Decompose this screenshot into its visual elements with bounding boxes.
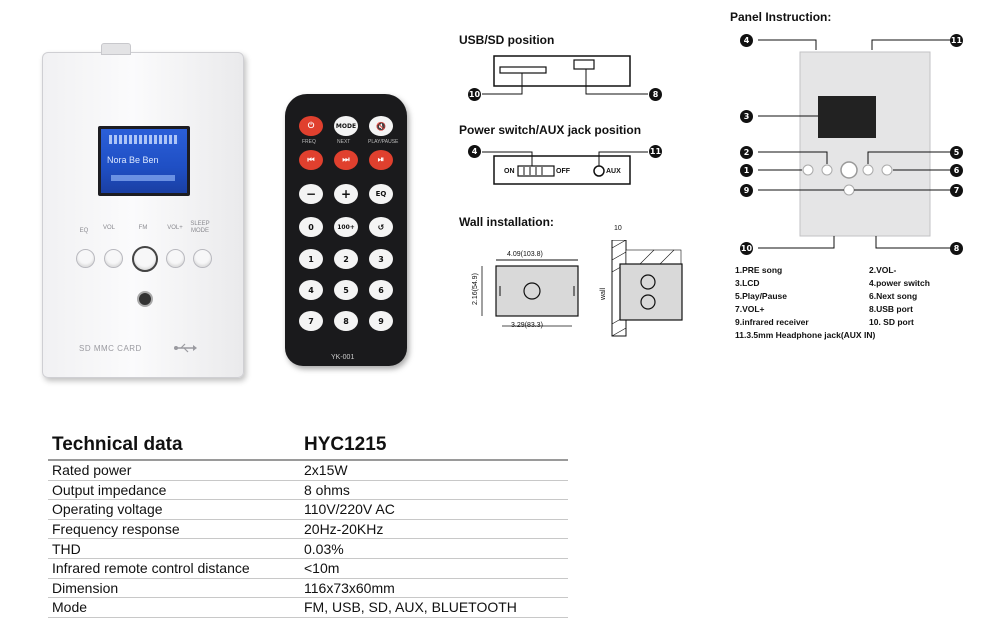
callout-8: 8 bbox=[950, 242, 963, 255]
legend-item: 1.PRE song bbox=[735, 265, 783, 275]
remote-digit-button[interactable]: 9 bbox=[369, 311, 393, 331]
remote-caption: NEXT bbox=[337, 139, 351, 145]
remote-model: YK-001 bbox=[331, 354, 355, 361]
table-row bbox=[48, 558, 568, 578]
remote-mode-button[interactable]: MODE bbox=[334, 116, 358, 136]
eq-button[interactable] bbox=[76, 249, 95, 268]
table-header-cell: Technical data bbox=[48, 432, 300, 460]
gap-dimension: 10 bbox=[614, 225, 622, 232]
callout-4: 4 bbox=[468, 145, 481, 158]
device-label: EQ bbox=[79, 228, 89, 234]
callout-3: 3 bbox=[740, 110, 753, 123]
table-row bbox=[48, 460, 568, 480]
spec-value: 8 ohms bbox=[300, 480, 568, 500]
height-dimension: 2.16(54.9) bbox=[472, 273, 479, 305]
remote-digit-button[interactable]: 6 bbox=[369, 280, 393, 300]
device-photo bbox=[42, 52, 244, 378]
table-row bbox=[48, 598, 568, 618]
remote-return-button[interactable]: ↺ bbox=[369, 217, 393, 237]
legend-item: 8.USB port bbox=[869, 304, 913, 314]
remote-caption: FREQ bbox=[302, 139, 316, 145]
infrared-receiver-icon bbox=[137, 291, 153, 307]
remote-vol-up-button[interactable]: + bbox=[334, 184, 358, 204]
table-row bbox=[48, 519, 568, 539]
callout-10: 10 bbox=[468, 90, 481, 99]
callout-5: 5 bbox=[950, 146, 963, 159]
sd-card-label: SD MMC CARD bbox=[79, 344, 142, 353]
callout-4: 4 bbox=[740, 34, 753, 47]
remote-vol-down-button[interactable]: − bbox=[299, 184, 323, 204]
spec-name: Mode bbox=[48, 598, 300, 618]
panel-instruction-title: Panel Instruction: bbox=[730, 10, 832, 24]
lcd-text: Nora Be Ben bbox=[107, 155, 159, 165]
usb-icon bbox=[173, 343, 197, 353]
spec-value: 0.03% bbox=[300, 539, 568, 559]
depth-dimension: 3.29(83.3) bbox=[511, 322, 543, 329]
spec-value: 2x15W bbox=[300, 460, 568, 480]
panel-diagram bbox=[740, 30, 970, 260]
spec-name: Operating voltage bbox=[48, 500, 300, 520]
aux-label: AUX bbox=[606, 168, 621, 175]
remote-eq-button[interactable]: EQ bbox=[369, 184, 393, 204]
spec-name: THD bbox=[48, 539, 300, 559]
legend-item: 11.3.5mm Headphone jack(AUX IN) bbox=[735, 330, 876, 340]
legend-item: 10. SD port bbox=[869, 317, 914, 327]
table-header-cell: HYC1215 bbox=[300, 432, 568, 460]
wall-label: wall bbox=[600, 287, 607, 300]
vol-down-button[interactable] bbox=[104, 249, 123, 268]
spec-name: Infrared remote control distance bbox=[48, 558, 300, 578]
device-label: VOL bbox=[102, 225, 115, 231]
spec-name: Dimension bbox=[48, 578, 300, 598]
remote-power-button[interactable]: ⏻ bbox=[299, 116, 323, 136]
usb-sd-title: USB/SD position bbox=[459, 33, 555, 47]
legend-item: 4.power switch bbox=[869, 278, 930, 288]
callout-2: 2 bbox=[740, 146, 753, 159]
power-aux-title: Power switch/AUX jack position bbox=[459, 123, 642, 137]
spec-value: 116x73x60mm bbox=[300, 578, 568, 598]
remote-digit-button[interactable]: 4 bbox=[299, 280, 323, 300]
remote-prev-button[interactable]: ⏮ bbox=[299, 150, 323, 170]
lcd-line bbox=[109, 135, 179, 144]
wall-install-title: Wall installation: bbox=[459, 215, 554, 229]
spec-value: <10m bbox=[300, 558, 568, 578]
spec-name: Output impedance bbox=[48, 480, 300, 500]
table-row bbox=[48, 500, 568, 520]
wall-install-diagram bbox=[470, 240, 685, 340]
remote-digit-button[interactable]: 8 bbox=[334, 311, 358, 331]
fm-button[interactable] bbox=[132, 246, 158, 272]
remote-digit-0-button[interactable]: 0 bbox=[299, 217, 323, 237]
technical-data-table bbox=[48, 432, 568, 618]
callout-8: 8 bbox=[649, 88, 662, 101]
callout-11: 11 bbox=[950, 36, 963, 45]
off-label: OFF bbox=[556, 168, 570, 175]
remote-digit-button[interactable]: 3 bbox=[369, 249, 393, 269]
lcd-screen bbox=[98, 126, 190, 196]
vol-up-button[interactable] bbox=[166, 249, 185, 268]
table-row bbox=[48, 539, 568, 559]
remote-control bbox=[285, 94, 407, 366]
spec-value: 110V/220V AC bbox=[300, 500, 568, 520]
spec-value: FM, USB, SD, AUX, BLUETOOTH bbox=[300, 598, 568, 618]
remote-digit-button[interactable]: 7 bbox=[299, 311, 323, 331]
legend-item: 9.infrared receiver bbox=[735, 317, 809, 327]
remote-digit-button[interactable]: 5 bbox=[334, 280, 358, 300]
device-label: VOL+ bbox=[167, 225, 183, 231]
remote-next-button[interactable]: ⏭ bbox=[334, 150, 358, 170]
power-knob bbox=[101, 43, 131, 55]
legend-item: 3.LCD bbox=[735, 278, 760, 288]
spec-name: Rated power bbox=[48, 460, 300, 480]
legend-item: 5.Play/Pause bbox=[735, 291, 787, 301]
remote-mute-button[interactable]: 🔇 bbox=[369, 116, 393, 136]
remote-caption: PLAY/PAUSE bbox=[368, 139, 399, 145]
callout-10: 10 bbox=[740, 244, 753, 253]
remote-play-pause-button[interactable]: ⏯ bbox=[369, 150, 393, 170]
legend-item: 2.VOL- bbox=[869, 265, 897, 275]
width-dimension: 4.09(103.8) bbox=[507, 251, 543, 258]
device-label: SLEEP MODE bbox=[190, 221, 210, 234]
legend-item: 7.VOL+ bbox=[735, 304, 765, 314]
callout-7: 7 bbox=[950, 184, 963, 197]
callout-11: 11 bbox=[649, 147, 662, 156]
callout-9: 9 bbox=[740, 184, 753, 197]
device-label: FM bbox=[138, 225, 148, 231]
table-header bbox=[48, 432, 568, 460]
spec-name: Frequency response bbox=[48, 519, 300, 539]
legend-item: 6.Next song bbox=[869, 291, 918, 301]
remote-digit-button[interactable]: 2 bbox=[334, 249, 358, 269]
table-row bbox=[48, 578, 568, 598]
lcd-line bbox=[111, 175, 175, 181]
table-row bbox=[48, 480, 568, 500]
callout-1: 1 bbox=[740, 164, 753, 177]
spec-value: 20Hz-20KHz bbox=[300, 519, 568, 539]
on-label: ON bbox=[504, 168, 515, 175]
sleep-mode-button[interactable] bbox=[193, 249, 212, 268]
remote-100plus-button[interactable]: 100+ bbox=[334, 217, 358, 237]
callout-6: 6 bbox=[950, 164, 963, 177]
remote-digit-button[interactable]: 1 bbox=[299, 249, 323, 269]
